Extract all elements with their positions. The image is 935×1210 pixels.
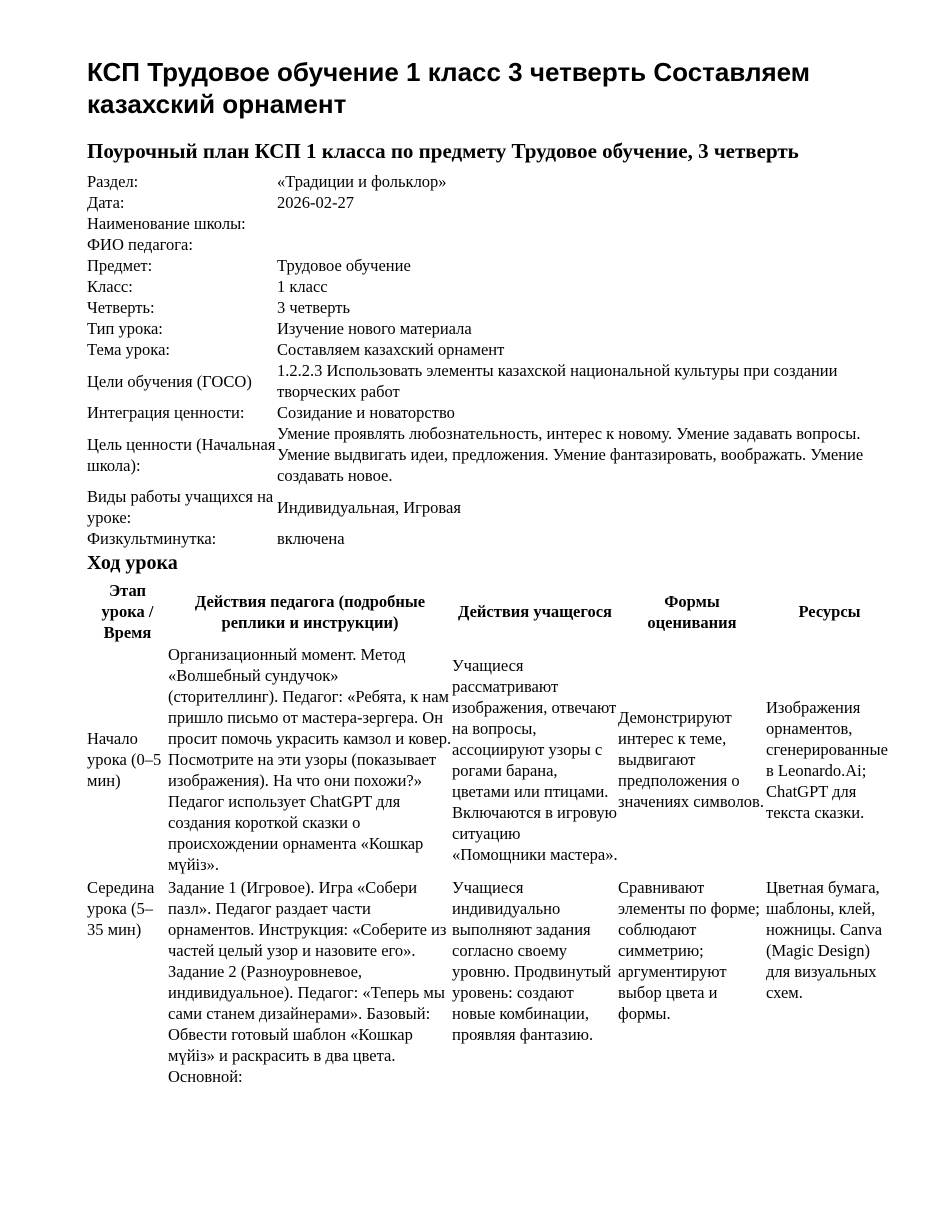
lesson-heading: Ход урока [87,552,178,574]
info-key: Тема урока: [87,340,170,359]
info-key: Предмет: [87,256,153,275]
info-value: 1 класс [277,277,328,296]
table-row [87,644,893,877]
info-row [87,339,877,360]
table-cell: Демонстрируют интерес к теме, выдвигают предположения о значениях символов. [618,708,764,811]
info-key: Раздел: [87,172,139,191]
info-key: ФИО педагога: [87,235,193,254]
info-row [87,255,877,276]
info-row [87,402,877,423]
table-cell: Начало урока (0–5 мин) [87,729,162,790]
table-cell: Изображения орнаментов, сгенерированные в Leonardo.Ai; ChatGPT для текста сказки. [766,697,888,822]
info-key: Виды работы учащихся на уроке: [87,487,274,527]
info-key: Наименование школы: [87,214,246,233]
info-value: Созидание и новаторство [277,403,455,422]
info-value: 3 четверть [277,298,350,317]
info-value: Трудовое обучение [277,256,411,275]
info-row [87,297,877,318]
info-key: Тип урока: [87,319,163,338]
info-value: Умение проявлять любознательность, интерес к новому. Умение задавать вопросы. Умение выдвигать идеи, предложения. Умение фантазировать, воображать. Умение создавать новое. [277,424,864,485]
page-title: КСП Трудовое обучение 1 класс 3 четверть Составляем казахский орнамент [87,57,811,119]
info-row [87,528,877,549]
info-value: включена [277,529,345,548]
document-page [87,56,887,1087]
info-row [87,318,877,339]
info-row [87,192,877,213]
info-row [87,423,877,486]
info-row [87,486,877,528]
table-cell: Учащиеся индивидуально выполняют задания согласно своему уровню. Продвинутый уровень: создают новые комбинации, проявляя фантазию. [452,878,612,1044]
info-row [87,171,877,192]
table-cell: Задание 1 (Игровое). Игра «Собери пазл». Педагог раздает части орнаментов. Инструкция: «Соберите из частей целый узор и назовите его». Задание 2 (Разноуровневое, индивидуальное). Педагог: «Теперь мы сами станем дизайнерами». Базовый: Обвести готовый шаблон «Кошкар мүйіз» и раскрасить в два цвета. Основной: [168,878,447,1086]
lesson-progress-table [87,580,893,1087]
info-value: 1.2.2.3 Использовать элементы казахской национальной культуры при создании творческих работ [277,361,838,401]
info-key: Четверть: [87,298,155,317]
column-header-teacher: Действия педагога (подробные реплики и инструкции) [194,591,426,632]
column-header-stage: Этап урока / Время [101,581,154,642]
info-value: 2026-02-27 [277,193,354,212]
plan-subtitle: Поурочный план КСП 1 класса по предмету Трудовое обучение, 3 четверть [87,139,799,163]
info-key: Класс: [87,277,133,296]
info-key: Дата: [87,193,125,212]
table-cell: Сравнивают элементы по форме; соблюдают симметрию; аргументируют выбор цвета и формы. [618,878,760,1023]
lesson-info-table [87,171,877,549]
info-row [87,276,877,297]
table-cell: Середина урока (5–35 мин) [87,878,155,939]
column-header-assessment: Формы оценивания [647,591,737,632]
info-value: Индивидуальная, Игровая [277,497,461,517]
info-value: Изучение нового материала [277,319,472,338]
info-key: Цель ценности (Начальная школа): [87,434,276,475]
column-header-student: Действия учащегося [458,602,612,621]
info-value [277,213,877,234]
table-cell: Учащиеся рассматривают изображения, отвечают на вопросы, ассоциируют узоры с рогами барана, цветами или птицами. Включаются в игровую ситуацию «Помощники мастера». [452,655,618,864]
column-header-resources: Ресурсы [798,602,861,621]
info-value: «Традиции и фольклор» [277,172,447,191]
info-value: Составляем казахский орнамент [277,340,505,359]
info-row [87,360,877,402]
table-cell: Организационный момент. Метод «Волшебный сундучок» (сторителлинг). Педагог: «Ребята, к нам пришло письмо от мастера-зергера. Он просит помочь украсить камзол и ковер. Посмотрите на эти узоры (показывает изображения). На что они похожи?» Педагог использует ChatGPT для создания короткой сказки о происхождении орнамента «Кошкар мүйіз». [168,645,452,874]
info-row [87,213,877,234]
info-key: Интеграция ценности: [87,403,245,422]
info-key: Физкультминутка: [87,529,217,548]
info-value [277,234,877,255]
table-cell: Цветная бумага, шаблоны, клей, ножницы. Canva (Magic Design) для визуальных схем. [766,878,883,1002]
info-key: Цели обучения (ГОСО) [87,371,252,391]
table-row [87,877,893,1087]
info-row [87,234,877,255]
table-header-row [87,580,893,644]
